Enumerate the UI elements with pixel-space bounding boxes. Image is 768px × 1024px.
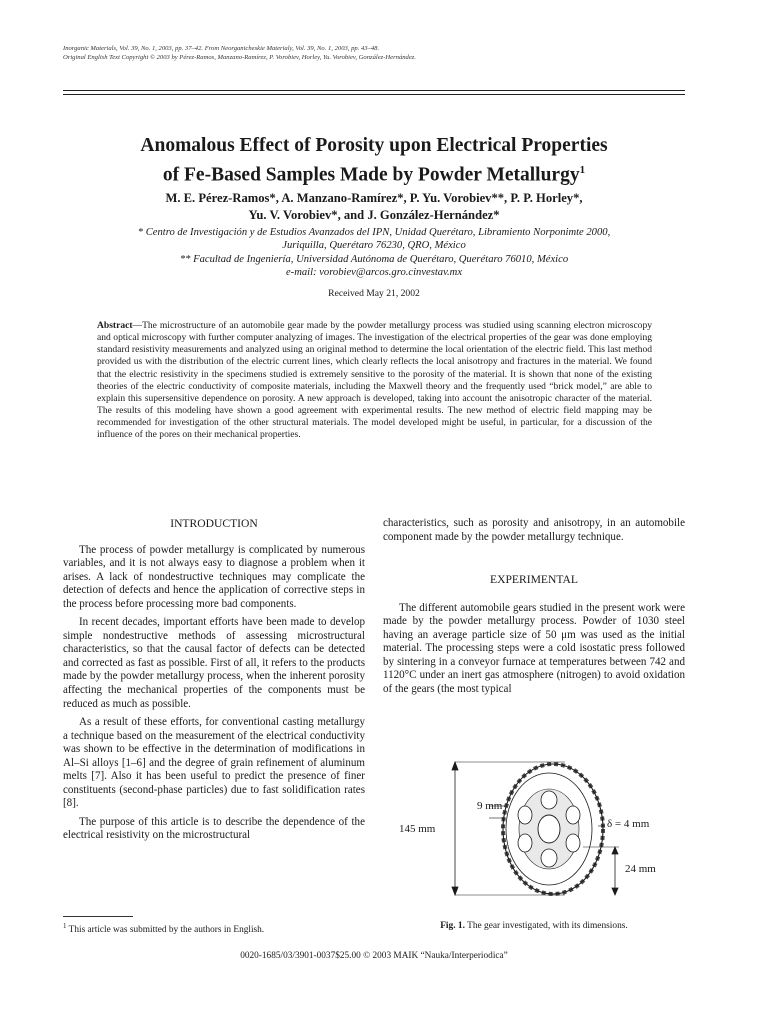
arrow-top: [452, 762, 458, 770]
section-heading-introduction: INTRODUCTION: [170, 517, 258, 530]
abstract-text: —The microstructure of an automobile gear made by the powder metallurgy process was studied using scanning electron microscopy and optical microscopy with further computer analyzing of images. The investigation of the electrical properties of the gear was done employing standard resistivity measurements and analyzed using an original method to determine the local orientation of the electric field. This last method provided us with the distribution of the electric current lines, which clearly reflects the local anisotropy and fractures in the material. We found that the electric resistivity in the specimens studied is extremely sensitive to the porosity of the material. It is shown that none of the existing theories of the electric conductivity of composite materials, including the Maxwell theory and the frequently used “brick model,” are able to explain this supersensitive dependence on porosity. A new approach is developed, taking into account the anisotropic character of the material. The results of this modeling have shown a good agreement with experimental results. The new method of electric field mapping may be recommended for investigation of the other structural materials. The model developed might be useful, in particular, for a discussion of the influence of the pores on their mechanical properties.: [97, 320, 652, 441]
authors-line-1: M. E. Pérez-Ramos*, A. Manzano-Ramírez*, P. Yu. Vorobiev**, P. P. Horley*,: [165, 191, 583, 205]
affiliation-1: * Centro de Investigación y de Estudios Avanzados del IPN, Unidad Querétaro, Libramiento Norponimte 2000,: [137, 227, 611, 238]
header-line-1: Inorganic Materials, Vol. 39, No. 1, 2003, pp. 37–42. From Neorganicheskie Materialy, Vol. 39, No. 1, 2003, pp. 43–48.: [63, 45, 380, 52]
journal-header: [63, 44, 703, 62]
affiliation-2: ** Facultad de Ingeniería, Universidad Autónoma de Querétaro, Querétaro 76010, México: [179, 253, 569, 265]
arrow-hub-top: [612, 847, 618, 854]
authors-line-2: Yu. V. Vorobiev*, and J. González-Hernández*: [248, 208, 500, 222]
title-line-2: [63, 158, 685, 188]
caption-label: Fig. 1.: [440, 921, 465, 931]
right-column: [383, 517, 685, 701]
header-rule-thin: [63, 94, 685, 95]
experimental-paragraph-1: The different automobile gears studied in the present work were made by the powder metallurgy process. Powder of 1030 steel having an average particle size of 50 μm was used as the initial material. The processing steps were a cold isostatic press followed by sintering in a conveyor furnace at temperatures between 742 and 1120°C under an inert gas atmosphere (nitrogen) to avoid oxidation of the gears (the most typical: [383, 601, 685, 695]
header-line-2: Original English Text Copyright © 2003 by Pérez-Ramos, Manzano-Ramírez, P. Vorobiev, Horley, Yu. Vorobiev, González-Hernández.: [63, 54, 416, 61]
intro-paragraph-1: The process of powder metallurgy is complicated by numerous variables, and it is not always easy to diagnose a problem when it arises. A lack of nondestructive techniques may complicate the detection of defects and hence the application of corrective steps in the process before processing more bad components.: [63, 543, 365, 610]
header-rule-thick: [63, 90, 685, 91]
contact-email: e-mail: vorobiev@arcos.gro.cinvestav.mx: [285, 267, 463, 279]
label-tooth-dimension: 9 mm: [477, 800, 503, 812]
abstract: [97, 320, 652, 442]
affiliation-1-cont: Juriquilla, Querétaro 76230, QRO, México: [282, 240, 466, 252]
title-footnote-mark: 1: [579, 164, 586, 176]
intro-paragraph-3: As a result of these efforts, for conventional casting metallurgy a technique based on the measurement of the electrical conductivity was shown to be effective in the determination of modifications in Al–Si alloys [1–6] and the degree of grain refinement of aluminum melts [7]. Also it has been useful to predict the presence of finer constituents (second-phase particles) due to fast solidification rates [8].: [63, 716, 365, 810]
caption-text: The gear investigated, with its dimensions.: [464, 921, 628, 931]
gear-body: [503, 764, 603, 894]
gear-figure: [383, 752, 685, 912]
intro-paragraph-4-cont: characteristics, such as porosity and anisotropy, in an automobile component made by the powder metallurgy technique.: [383, 517, 685, 543]
arrow-hub-bottom: [612, 888, 618, 895]
author-list: [63, 190, 685, 224]
footnote-mark: 1: [63, 922, 67, 930]
intro-paragraph-2: In recent decades, important efforts have been made to develop simple nondestructive methods of assessing microstructural characteristics, so that the causal factor of defects can be detected and corrected as fast as possible. First of all, it refers to the products made by the powder metallurgy process, when the inherent porosity affecting the mechanical properties of the components must be reduced as much as possible.: [63, 616, 365, 710]
copyright-line: 0020-1685/03/3901-0037$25.00 © 2003 MAIK “Nauka/Interperiodica”: [240, 951, 508, 961]
footnote: [63, 920, 365, 936]
title-line-2-text: of Fe-Based Samples Made by Powder Metallurgy: [162, 164, 580, 186]
label-outer-dimension: 145 mm: [399, 823, 436, 835]
title-line-1: Anomalous Effect of Porosity upon Electrical Properties: [140, 135, 608, 156]
abstract-label: Abstract: [97, 320, 133, 331]
intro-paragraph-4: The purpose of this article is to describe the dependence of the electrical resistivity on the microstructural: [63, 815, 365, 842]
footnote-text: This article was submitted by the authors in English.: [66, 925, 265, 936]
received-date: Received May 21, 2002: [328, 288, 420, 299]
label-hub-dimension: 24 mm: [625, 863, 656, 875]
arrow-bottom: [452, 887, 458, 895]
footnote-rule: [63, 916, 133, 917]
label-thickness: δ = 4 mm: [607, 818, 650, 830]
section-heading-experimental: EXPERIMENTAL: [490, 573, 578, 587]
figure-caption: [383, 920, 685, 932]
left-column: [63, 517, 365, 848]
affiliations: [63, 226, 685, 280]
paper-title: [63, 133, 685, 188]
